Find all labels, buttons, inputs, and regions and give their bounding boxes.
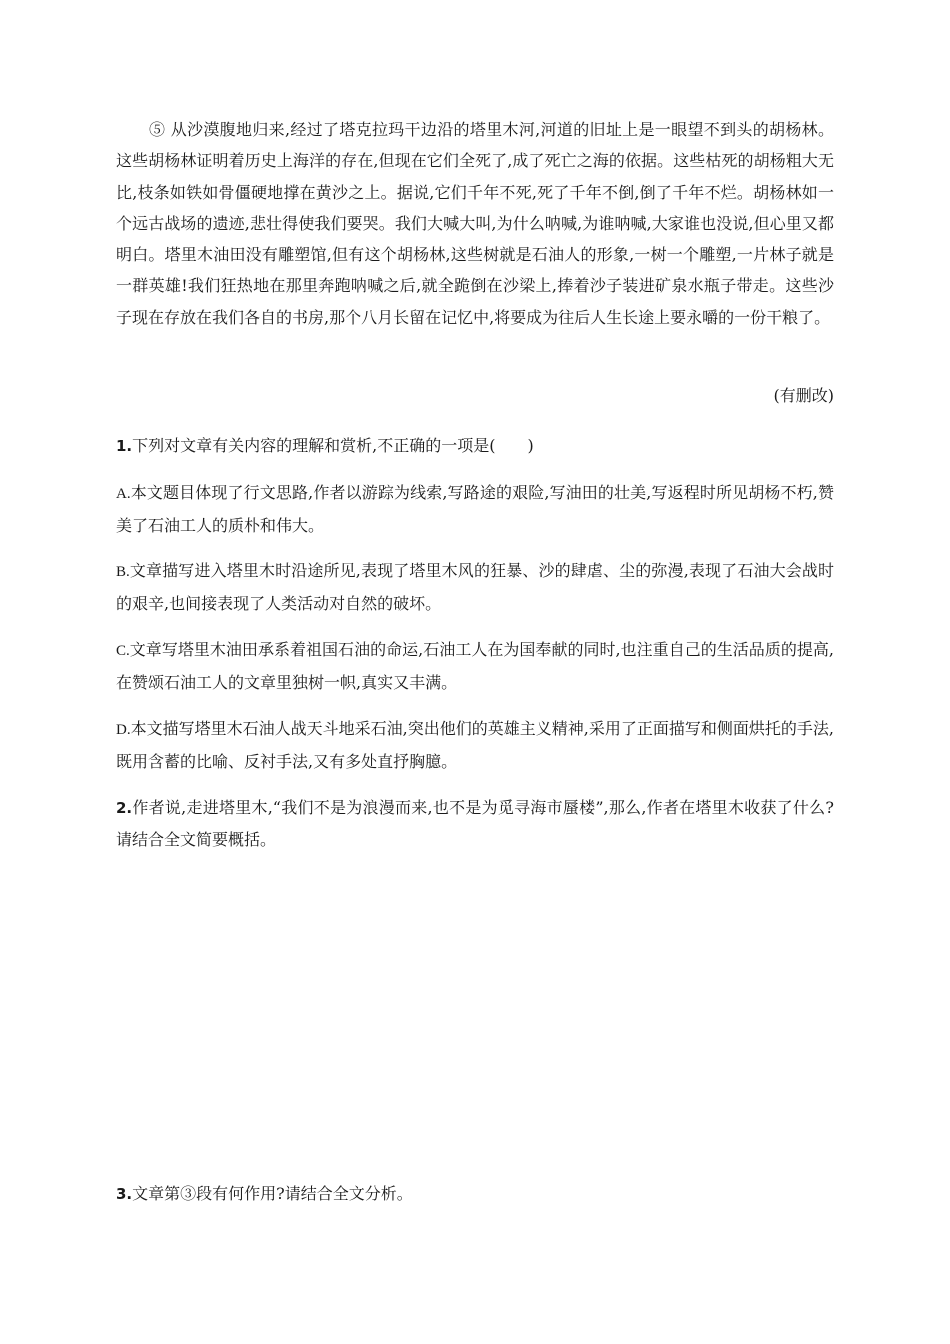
passage-paragraph-5: ⑤ 从沙漠腹地归来,经过了塔克拉玛干边沿的塔里木河,河道的旧址上是一眼望不到头的胡杨林。这些胡杨林证明着历史上海洋的存在,但现在它们全死了,成了死亡之海的依据。这些枯死的胡杨粗大无比,枝条如铁如骨僵硬地撑在黄沙之上。据说,它们千年不死,死了千年不倒,倒了千年不烂。胡杨林如一个远古战场的遗迹,悲壮得使我们要哭。我们大喊大叫,为什么呐喊,为谁呐喊,大家谁也没说,但心里又都明白。塔里木油田没有雕塑馆,但有这个胡杨林,这些树就是石油人的形象,一树一个雕塑,一片林子就是一群英雄!我们狂热地在那里奔跑呐喊之后,就全跪倒在沙梁上,捧着沙子装进矿泉水瓶子带走。这些沙子现在存放在我们各自的书房,那个八月长留在记忆中,将要成为往后人生长途上要永嚼的一份干粮了。 (116, 120, 834, 327)
option-text: 本文题目体现了行文思路,作者以游踪为线索,写路途的艰险,写油田的壮美,写返程时所见胡杨不朽,赞美了石油工人的质朴和伟大。 (116, 483, 834, 536)
option-c (116, 634, 834, 699)
option-label: A. (116, 486, 131, 502)
option-b (116, 555, 834, 620)
option-label: B. (116, 564, 130, 580)
question-1 (116, 430, 834, 462)
option-d (116, 713, 834, 778)
source-note: (有删改) (773, 386, 834, 405)
question-3 (116, 1178, 834, 1210)
option-label: D. (116, 722, 131, 738)
option-text: 本文描写塔里木石油人战天斗地采石油,突出他们的英雄主义精神,采用了正面描写和侧面烘托的手法,既用含蓄的比喻、反衬手法,又有多处直抒胸臆。 (116, 719, 834, 772)
question-text: 作者说,走进塔里木,“我们不是为浪漫而来,也不是为觅寻海市蜃楼”,那么,作者在塔里木收获了什么?请结合全文简要概括。 (116, 798, 834, 850)
option-a (116, 477, 834, 542)
option-label: C. (116, 643, 130, 659)
question-number: 3. (116, 1185, 133, 1203)
question-text: 文章第③段有何作用?请结合全文分析。 (132, 1184, 413, 1203)
question-number: 2. (116, 799, 133, 817)
question-2 (116, 792, 834, 856)
option-text: 文章写塔里木油田承系着祖国石油的命运,石油工人在为国奉献的同时,也注重自己的生活品质的提高,在赞颂石油工人的文章里独树一帜,真实又丰满。 (116, 640, 834, 693)
option-text: 文章描写进入塔里木时沿途所见,表现了塔里木风的狂暴、沙的肆虐、尘的弥漫,表现了石油大会战时的艰辛,也间接表现了人类活动对自然的破坏。 (116, 561, 834, 614)
question-text: 下列对文章有关内容的理解和赏析,不正确的一项是( ) (132, 436, 534, 455)
question-number: 1. (116, 437, 133, 455)
